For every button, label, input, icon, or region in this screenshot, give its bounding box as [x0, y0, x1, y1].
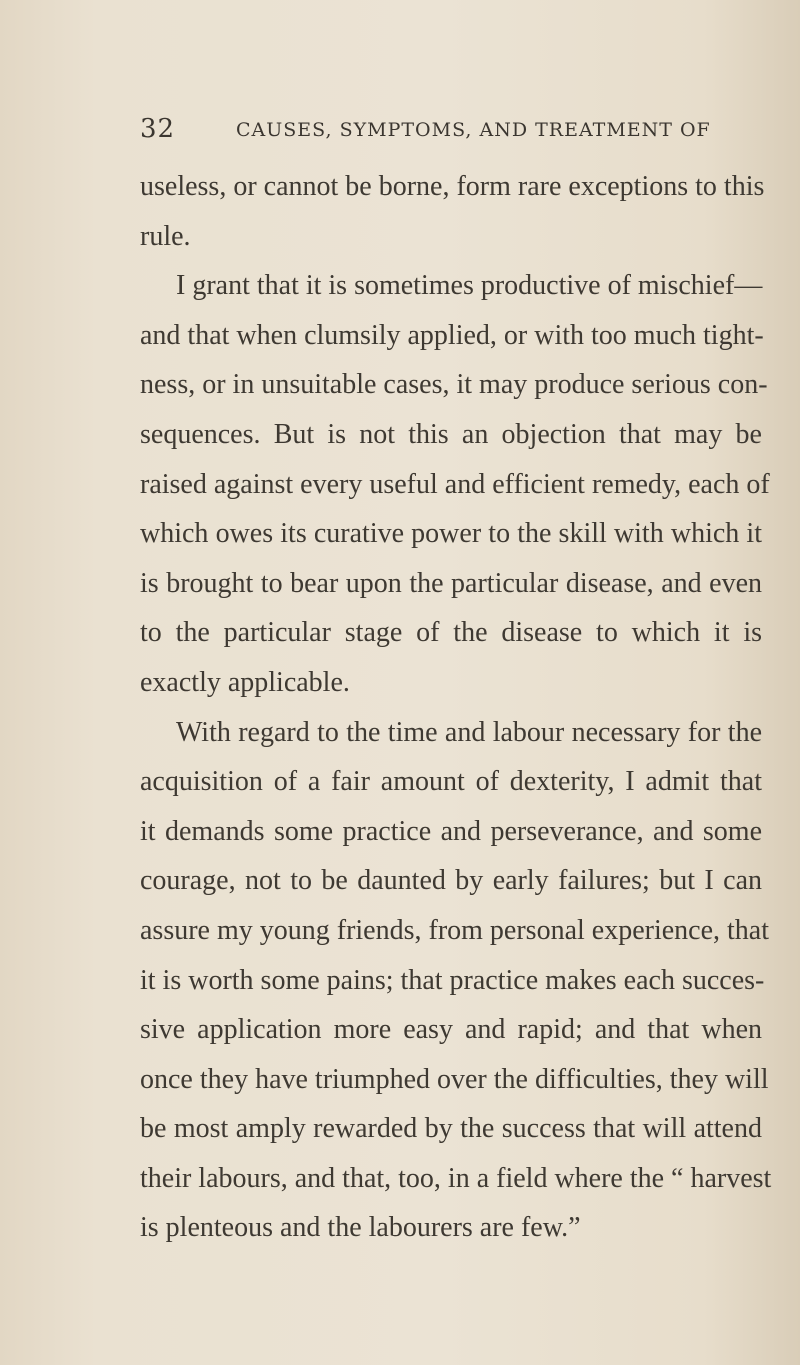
body-text — [140, 162, 772, 1253]
text-line: courage, not to be daunted by early failures; but I can — [140, 865, 762, 897]
running-title: CAUSES, SYMPTOMS, AND TREATMENT OF — [236, 119, 711, 141]
text-line: With regard to the time and labour necessary for the — [176, 716, 762, 748]
page-number: 32 — [140, 114, 176, 144]
text-line: to the particular stage of the disease to which it is — [140, 617, 762, 649]
text-line: I grant that it is sometimes productive of mischief— — [176, 270, 763, 302]
text-line: be most amply rewarded by the success that will attend — [140, 1113, 762, 1145]
text-line: is brought to bear upon the particular disease, and even — [140, 567, 762, 599]
text-line: their labours, and that, too, in a field where the “ harvest — [140, 1162, 772, 1194]
text-line: sequences. But is not this an objection that may be — [140, 418, 762, 450]
text-line: it is worth some pains; that practice makes each succes- — [140, 964, 765, 996]
text-line: which owes its curative power to the skill with which it — [140, 518, 762, 550]
text-line: ness, or in unsuitable cases, it may produce serious con- — [140, 369, 768, 401]
text-line: raised against every useful and efficient remedy, each of — [140, 468, 770, 500]
text-line: assure my young friends, from personal experience, that — [140, 914, 770, 946]
text-line: it demands some practice and perseverance, and some — [140, 815, 762, 847]
text-line: acquisition of a fair amount of dexterity, I admit that — [140, 766, 762, 798]
text-line: exactly applicable. — [140, 666, 350, 698]
text-line: once they have triumphed over the difficulties, they will — [140, 1063, 769, 1095]
text-line: sive application more easy and rapid; and that when — [140, 1014, 762, 1046]
text-line: and that when clumsily applied, or with too much tight- — [140, 319, 764, 351]
text-line: rule. — [140, 220, 191, 252]
text-line: useless, or cannot be borne, form rare exceptions to this — [140, 171, 765, 202]
text-line: is plenteous and the labourers are few.” — [140, 1212, 581, 1244]
